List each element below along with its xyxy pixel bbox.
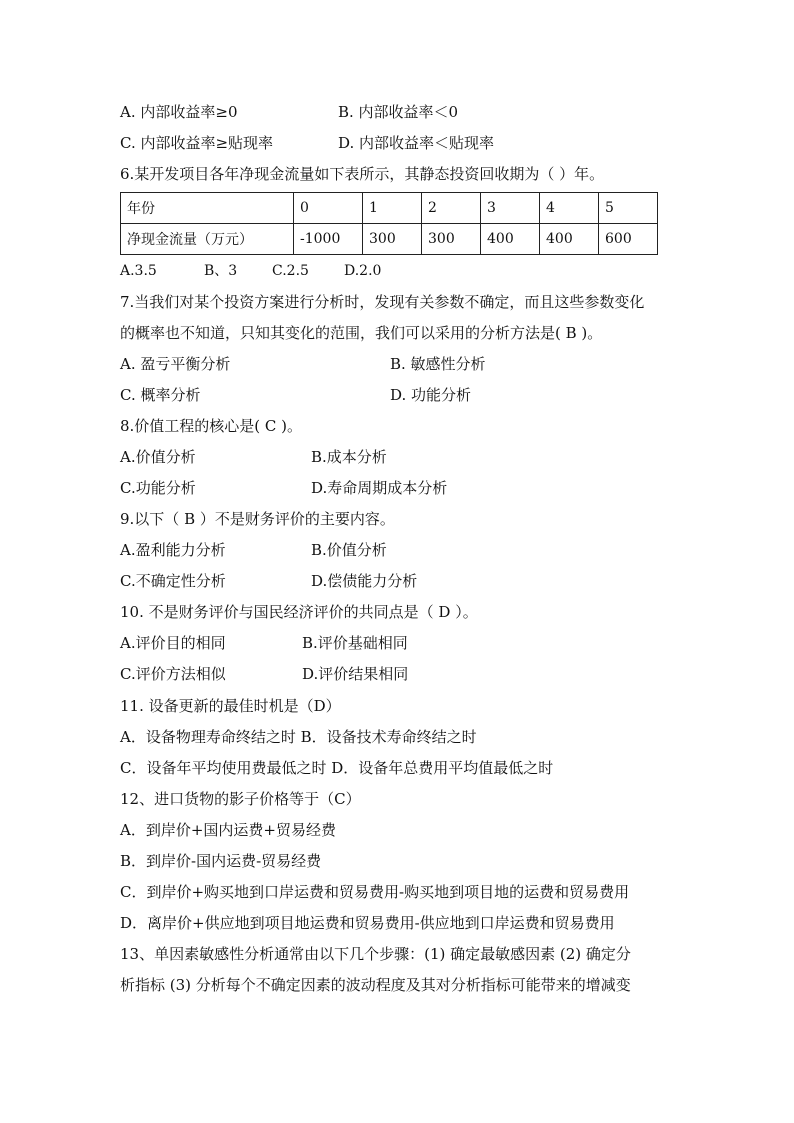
- table-cell: 3: [481, 193, 540, 224]
- table-cell: 300: [363, 224, 422, 255]
- table-cell: 300: [422, 224, 481, 255]
- q9-option-b: B.价值分析: [311, 541, 387, 559]
- q8-stem: 8.价值工程的核心是( C )。: [120, 417, 303, 435]
- q7-option-d: D. 功能分析: [390, 386, 472, 404]
- q12-stem: 12、进口货物的影子价格等于（C）: [120, 790, 361, 808]
- table-cell: 年份: [121, 193, 294, 224]
- table-cell: 0: [294, 193, 363, 224]
- q10-option-d: D.评价结果相同: [302, 665, 409, 683]
- q7-stem-line2: 的概率也不知道，只知其变化的范围，我们可以采用的分析方法是( B )。: [120, 324, 603, 342]
- q13-stem-line2: 析指标 (3) 分析每个不确定因素的波动程度及其对分析指标可能带来的增减变: [120, 976, 631, 994]
- q10-option-a: A.评价目的相同: [120, 634, 226, 652]
- q6-option-d: D.2.0: [344, 263, 382, 279]
- q8-option-a: A.价值分析: [120, 448, 196, 466]
- q11-options-cd: C．设备年平均使用费最低之时 D．设备年总费用平均值最低之时: [120, 759, 554, 777]
- table-cell: 400: [481, 224, 540, 255]
- q8-option-b: B.成本分析: [311, 448, 387, 466]
- q8-option-c: C.功能分析: [120, 479, 196, 497]
- q9-option-c: C.不确定性分析: [120, 572, 226, 590]
- q7-stem-line1: 7.当我们对某个投资方案进行分析时，发现有关参数不确定，而且这些参数变化: [120, 293, 645, 311]
- q11-stem: 11. 设备更新的最佳时机是（D）: [120, 697, 341, 715]
- cash-flow-table: [120, 192, 658, 255]
- q12-option-d: D．离岸价+供应地到项目地运费和贸易费用-供应地到口岸运费和贸易费用: [120, 914, 615, 932]
- q6-option-c: C.2.5: [272, 263, 309, 279]
- table-cell: 2: [422, 193, 481, 224]
- q9-option-a: A.盈利能力分析: [120, 541, 226, 559]
- table-cell: 1: [363, 193, 422, 224]
- table-cell: 600: [599, 224, 658, 255]
- q7-option-b: B. 敏感性分析: [390, 355, 486, 373]
- q5-option-c: C. 内部收益率≥贴现率: [120, 134, 274, 152]
- table-cell: -1000: [294, 224, 363, 255]
- q10-option-b: B.评价基础相同: [302, 634, 408, 652]
- table-cell: 4: [540, 193, 599, 224]
- q7-option-c: C. 概率分析: [120, 386, 201, 404]
- table-cell: 5: [599, 193, 658, 224]
- q7-option-a: A. 盈亏平衡分析: [120, 355, 231, 373]
- q9-stem: 9.以下（ B ）不是财务评价的主要内容。: [120, 510, 395, 528]
- q10-stem: 10. 不是财务评价与国民经济评价的共同点是（ D ）。: [120, 603, 478, 621]
- q12-option-c: C．到岸价+购买地到口岸运费和贸易费用-购买地到项目地的运费和贸易费用: [120, 883, 630, 901]
- q12-option-a: A．到岸价+国内运费+贸易经费: [120, 821, 336, 839]
- q12-option-b: B．到岸价-国内运费-贸易经费: [120, 852, 322, 870]
- q10-option-c: C.评价方法相似: [120, 665, 226, 683]
- q5-option-d: D. 内部收益率＜贴现率: [338, 134, 495, 152]
- q5-option-b: B. 内部收益率＜0: [338, 103, 459, 121]
- q11-options-ab: A．设备物理寿命终结之时 B．设备技术寿命终结之时: [120, 728, 477, 746]
- q6-option-b: B、3: [204, 263, 238, 279]
- q6-option-a: A.3.5: [120, 263, 157, 279]
- table-cell: 净现金流量（万元）: [121, 224, 294, 255]
- table-cell: 400: [540, 224, 599, 255]
- q13-stem-line1: 13、单因素敏感性分析通常由以下几个步骤：(1) 确定最敏感因素 (2) 确定分: [120, 945, 631, 963]
- table-row: [121, 224, 658, 255]
- q8-option-d: D.寿命周期成本分析: [311, 479, 448, 497]
- table-row: [121, 193, 658, 224]
- q6-stem: 6.某开发项目各年净现金流量如下表所示，其静态投资回收期为（ ）年。: [120, 165, 605, 183]
- q9-option-d: D.偿债能力分析: [311, 572, 418, 590]
- q5-option-a: A. 内部收益率≥0: [120, 103, 238, 121]
